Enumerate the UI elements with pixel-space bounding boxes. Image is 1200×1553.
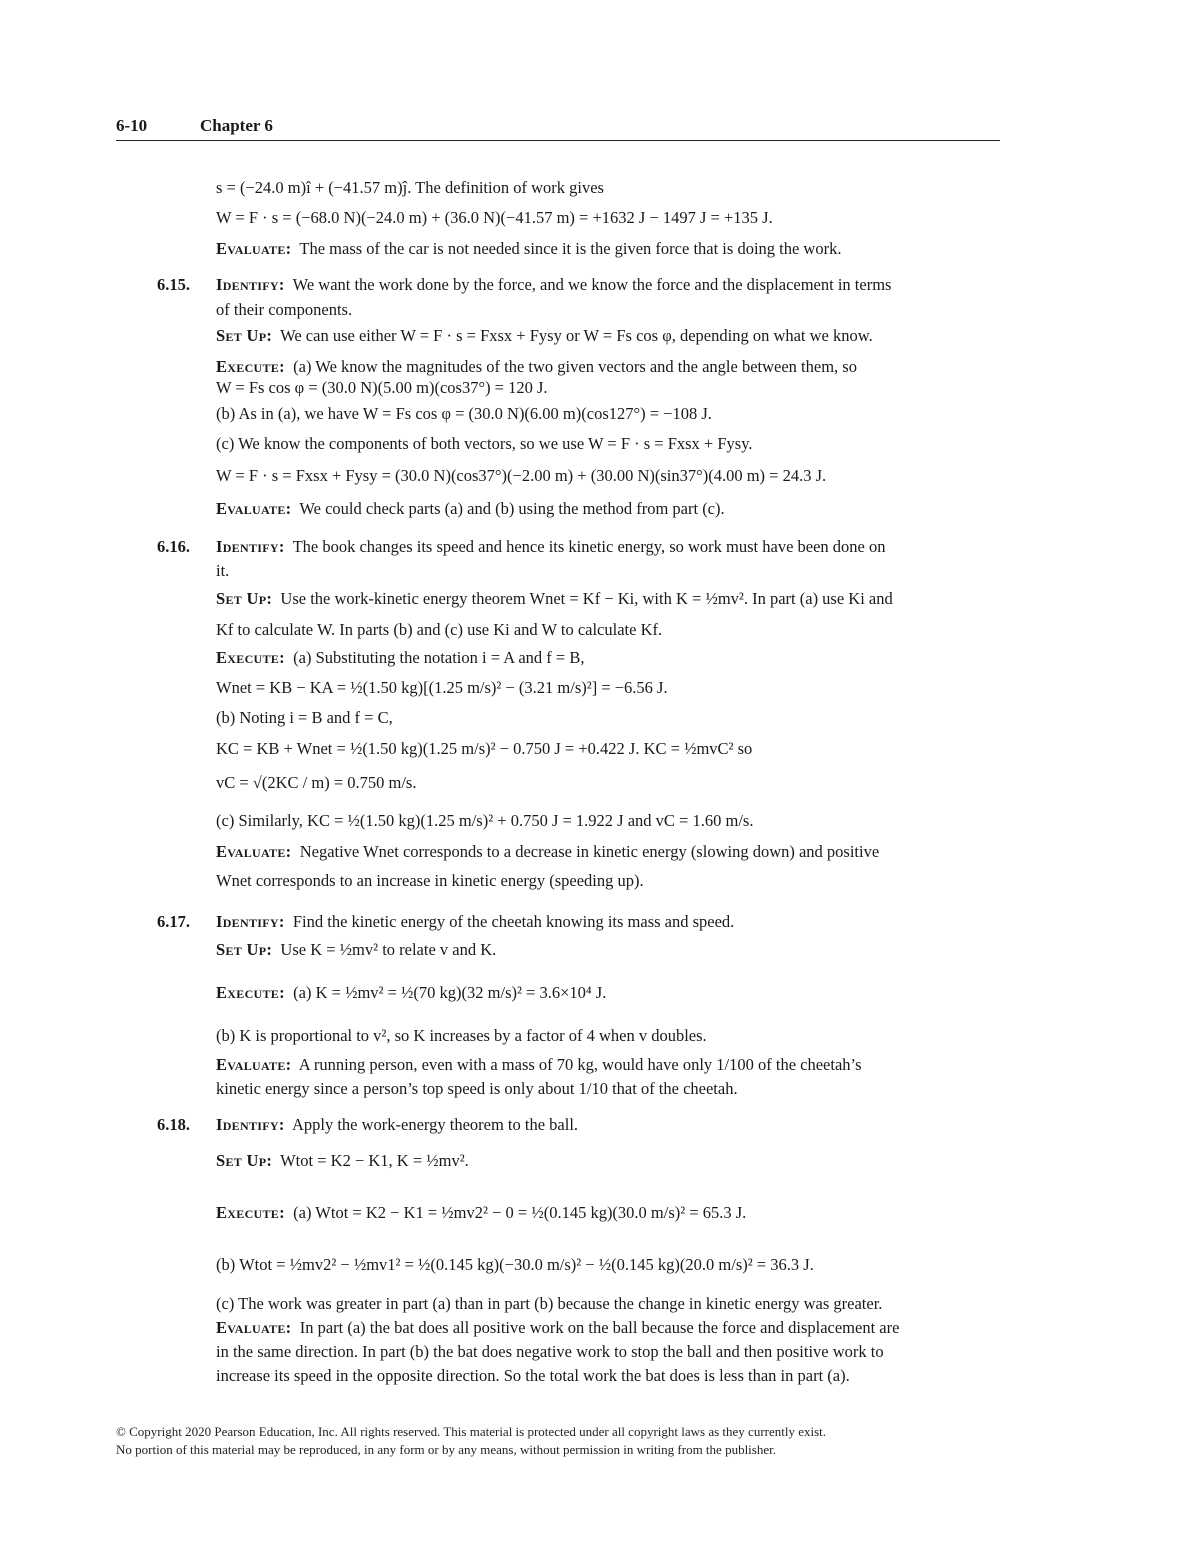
p615-execute-c: (c) We know the components of both vectors, so we use W = F · s = Fxsx + Fysy. — [216, 434, 753, 453]
p616-execute-c: (c) Similarly, KC = ½(1.50 kg)(1.25 m/s)² + 0.750 J = 1.922 J and vC = 1.60 m/s. — [216, 811, 754, 830]
setup-label: Set Up: — [216, 1151, 273, 1170]
page-number: 6-10 — [116, 116, 148, 135]
continued-evaluate — [216, 239, 841, 259]
p615-evaluate — [216, 499, 725, 519]
p615-execute-a — [216, 357, 857, 377]
p616-execute-b-eq2: vC = √(2KC / m) = 0.750 m/s. — [216, 773, 417, 792]
execute-label: Execute: — [216, 648, 285, 667]
identify-label: Identify: — [216, 275, 285, 294]
setup-text: Wtot = K2 − K1, K = ½mv². — [280, 1151, 469, 1170]
p618-evaluate-cont-2: increase its speed in the opposite direction. So the total work the bat does is less than in part (a). — [216, 1366, 850, 1385]
p616-execute-a-eq: Wnet = KB − KA = ½(1.50 kg)[(1.25 m/s)² − (3.21 m/s)²] = −6.56 J. — [216, 678, 668, 697]
p618-identify — [216, 1115, 578, 1135]
chapter-title: Chapter 6 — [200, 116, 273, 135]
p617-setup — [216, 940, 496, 960]
p618-setup — [216, 1151, 469, 1171]
setup-text: Use K = ½mv² to relate v and K. — [280, 940, 497, 959]
evaluate-text: A running person, even with a mass of 70 kg, would have only 1/100 of the cheetah’s — [298, 1055, 862, 1074]
p616-execute-a — [216, 648, 584, 668]
p617-execute-b: (b) K is proportional to v², so K increases by a factor of 4 when v doubles. — [216, 1026, 707, 1045]
execute-text: (a) Substituting the notation i = A and f = B, — [293, 648, 585, 667]
evaluate-label: Evaluate: — [216, 239, 292, 258]
evaluate-text: We could check parts (a) and (b) using the method from part (c). — [299, 499, 725, 518]
p615-execute-c-eq: W = F · s = Fxsx + Fysy = (30.0 N)(cos37°)(−2.00 m) + (30.00 N)(sin37°)(4.00 m) = 24.3 J. — [216, 466, 827, 485]
p618-evaluate-cont-1: in the same direction. In part (b) the bat does negative work to stop the ball and then positive work to — [216, 1342, 884, 1361]
p615-execute-a-eq: W = Fs cos φ = (30.0 N)(5.00 m)(cos37°) = 120 J. — [216, 378, 548, 397]
problem-number-6-17: 6.17. — [157, 912, 190, 931]
p616-execute-b: (b) Noting i = B and f = C, — [216, 708, 393, 727]
continued-displacement-line: s = (−24.0 m)î + (−41.57 m)ĵ. The definition of work gives — [216, 178, 604, 197]
p615-execute-b: (b) As in (a), we have W = Fs cos φ = (30.0 N)(6.00 m)(cos127°) = −108 J. — [216, 404, 712, 423]
p617-evaluate — [216, 1055, 862, 1075]
execute-label: Execute: — [216, 983, 285, 1002]
setup-label: Set Up: — [216, 326, 273, 345]
execute-text: (a) Wtot = K2 − K1 = ½mv2² − 0 = ½(0.145 kg)(30.0 m/s)² = 65.3 J. — [293, 1203, 747, 1222]
p618-evaluate — [216, 1318, 899, 1338]
p615-identify-cont: of their components. — [216, 300, 353, 319]
identify-text: Apply the work-energy theorem to the ball. — [291, 1115, 579, 1134]
evaluate-label: Evaluate: — [216, 1055, 292, 1074]
setup-label: Set Up: — [216, 589, 273, 608]
setup-text: We can use either W = F · s = Fxsx + Fysy or W = Fs cos φ, depending on what we know. — [280, 326, 873, 345]
p618-execute-c: (c) The work was greater in part (a) than in part (b) because the change in kinetic energy was greater. — [216, 1294, 883, 1313]
p618-execute-b: (b) Wtot = ½mv2² − ½mv1² = ½(0.145 kg)(−30.0 m/s)² − ½(0.145 kg)(20.0 m/s)² = 36.3 J. — [216, 1255, 814, 1274]
evaluate-text: The mass of the car is not needed since it is the given force that is doing the work. — [299, 239, 842, 258]
p616-setup-cont: Kf to calculate W. In parts (b) and (c) use Ki and W to calculate Kf. — [216, 620, 663, 639]
identify-label: Identify: — [216, 1115, 285, 1134]
p616-identify-cont: it. — [216, 561, 230, 580]
p616-evaluate — [216, 842, 879, 862]
evaluate-text: In part (a) the bat does all positive work on the ball because the force and displacement are — [299, 1318, 900, 1337]
p616-setup — [216, 589, 893, 609]
evaluate-label: Evaluate: — [216, 1318, 292, 1337]
setup-label: Set Up: — [216, 940, 273, 959]
evaluate-label: Evaluate: — [216, 499, 292, 518]
execute-text: (a) K = ½mv² = ½(70 kg)(32 m/s)² = 3.6×10⁴ J. — [293, 983, 607, 1002]
identify-text: Find the kinetic energy of the cheetah knowing its mass and speed. — [292, 912, 735, 931]
p615-setup — [216, 326, 873, 346]
p615-identify — [216, 275, 891, 295]
identify-text: The book changes its speed and hence its kinetic energy, so work must have been done on — [292, 537, 886, 556]
continued-work-equation: W = F · s = (−68.0 N)(−24.0 m) + (36.0 N)(−41.57 m) = +1632 J − 1497 J = +135 J. — [216, 208, 773, 227]
p616-evaluate-cont: Wnet corresponds to an increase in kinetic energy (speeding up). — [216, 871, 644, 890]
p616-execute-b-eq: KC = KB + Wnet = ½(1.50 kg)(1.25 m/s)² − 0.750 J = +0.422 J. KC = ½mvC² so — [216, 739, 753, 758]
execute-label: Execute: — [216, 357, 285, 376]
identify-text: We want the work done by the force, and we know the force and the displacement in terms — [292, 275, 892, 294]
identify-label: Identify: — [216, 912, 285, 931]
p616-identify — [216, 537, 886, 557]
problem-number-6-18: 6.18. — [157, 1115, 190, 1134]
evaluate-label: Evaluate: — [216, 842, 292, 861]
permission-line: No portion of this material may be reproduced, in any form or by any means, without permission in writing from the publisher. — [116, 1442, 776, 1457]
page-header — [116, 116, 1000, 141]
identify-label: Identify: — [216, 537, 285, 556]
execute-text: (a) We know the magnitudes of the two given vectors and the angle between them, so — [293, 357, 857, 376]
copyright-line: © Copyright 2020 Pearson Education, Inc. All rights reserved. This material is protected under all copyright laws as they currently exist. — [116, 1424, 827, 1439]
problem-number-6-15: 6.15. — [157, 275, 190, 294]
p617-identify — [216, 912, 734, 932]
setup-text: Use the work-kinetic energy theorem Wnet = Kf − Ki, with K = ½mv². In part (a) use Ki and — [280, 589, 893, 608]
p618-execute-a — [216, 1203, 746, 1223]
p617-evaluate-cont: kinetic energy since a person’s top speed is only about 1/10 that of the cheetah. — [216, 1079, 738, 1098]
p617-execute-a — [216, 983, 606, 1003]
evaluate-text: Negative Wnet corresponds to a decrease in kinetic energy (slowing down) and positive — [299, 842, 880, 861]
execute-label: Execute: — [216, 1203, 285, 1222]
problem-number-6-16: 6.16. — [157, 537, 190, 556]
